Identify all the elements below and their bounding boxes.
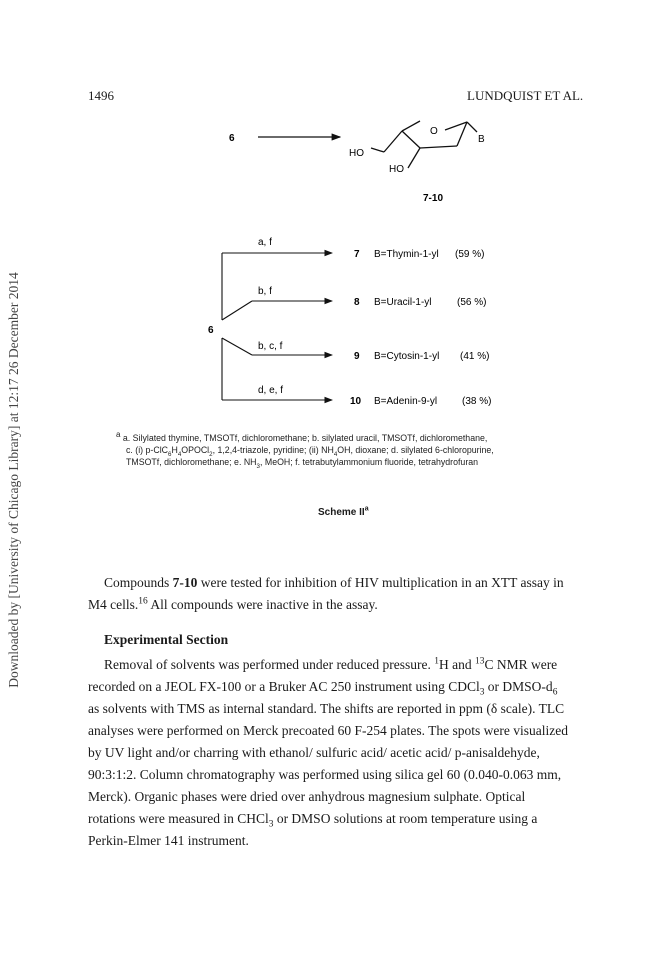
text-run: C NMR were [484,657,558,672]
footnote-text: TMSOTf, dichloromethane; e. NH [126,457,257,467]
reaction-scheme [0,0,672,430]
product-base: B=Thymin-1-yl [374,249,439,260]
text-run: 90:3:1:2. Column chromatography was performed using silica gel 60 (0.040-0.063 mm, [88,767,562,782]
ring-structure [371,121,477,168]
compound-ref: 7-10 [172,575,198,590]
paragraph-line [88,698,584,720]
text-run: H and [439,657,475,672]
footnote-text: , MeOH; f. tetrabutylammonium fluoride, tetrahydrofuran [259,457,479,467]
text-run: as solvents with TMS as internal standard. The shifts are reported in ppm (δ scale). TLC [88,701,565,716]
footnote-sub: 4 [177,450,182,458]
footnote-text: H [171,445,178,455]
superscript: 1 [434,656,439,667]
paragraph-line [88,676,584,698]
paragraph-line [88,764,584,786]
text-run: Removal of solvents was performed under reduced pressure. [104,657,435,672]
text-run: Compounds [104,575,173,590]
conditions-label: a, f [258,237,272,248]
superscript: 13 [475,656,485,667]
conditions-label: b, c, f [258,341,283,352]
paragraph-line [88,830,584,852]
section-heading: Experimental Section [104,632,229,647]
start-compound-label: 6 [229,133,235,144]
product-yield: (59 %) [455,249,485,260]
product-number: 7 [354,249,360,260]
paragraph-line [88,786,584,808]
text-run: Merck). Organic phases were dried over anhydrous magnesium sulphate. Optical [88,789,526,804]
subscript: 3 [479,687,485,698]
footnote-text: c. (i) p-ClC [126,445,169,455]
product-base: B=Cytosin-1-yl [374,351,440,362]
running-title: LUNDQUIST ET AL. [467,88,584,103]
paragraph-line [88,720,584,742]
product-label: 7-10 [423,193,444,204]
hydroxyl-2: HO [389,164,404,175]
footnote-line-3 [116,456,576,468]
footnote-sub: 2 [209,450,213,458]
paragraph-line [88,654,584,676]
text-run: or DMSO solutions at room temperature using a [273,811,538,826]
paragraph-line [88,594,584,616]
text-run: Perkin-Elmer 141 instrument. [88,833,249,848]
product-number: 10 [350,396,362,407]
footnote-line-2 [116,444,576,456]
text-run: All compounds were inactive in the assay. [147,597,378,612]
text-run: were tested for inhibition of HIV multiplication in an XTT assay in [197,575,564,590]
text-run: or DMSO-d [484,679,553,694]
branch-origin-label: 6 [208,325,214,336]
citation-sup: 16 [138,596,148,607]
scheme-title-sup: a [364,505,369,513]
conditions-label: d, e, f [258,385,284,396]
scheme-title-text: Scheme II [318,507,365,518]
product-yield: (41 %) [460,351,490,362]
product-base: B=Adenin-9-yl [374,396,438,407]
paragraph-line [88,742,584,764]
subscript: 6 [552,687,558,698]
scheme-title [318,507,369,518]
footnote-marker: a [116,430,121,440]
branch-lines [222,253,332,400]
ring-oxygen: O [430,126,438,137]
footnote-sub: 4 [333,450,338,458]
product-number: 8 [354,297,360,308]
paragraph-experimental [88,654,584,852]
page-number: 1496 [88,88,114,103]
paragraph-results [88,572,584,616]
scheme-footnote [116,432,576,468]
text-run: analyses were performed on Merck precoated 60 F-254 plates. The spots were visualized [88,723,568,738]
text-run: recorded on a JEOL FX-100 or a Bruker AC 250 instrument using CDCl [88,679,480,694]
product-base: B=Uracil-1-yl [374,297,432,308]
conditions-label: b, f [258,286,272,297]
base-label: B [478,134,485,145]
product-yield: (38 %) [462,396,492,407]
footnote-sub: 3 [256,462,260,470]
product-yield: (56 %) [457,297,487,308]
footnote-text: OPOCl [181,445,210,455]
hydroxyl-1: HO [349,148,364,159]
subscript: 3 [268,819,274,830]
text-run: by UV light and/or charring with ethanol/ sulfuric acid/ acetic acid/ p-anisaldehyde, [88,745,540,760]
product-number: 9 [354,351,360,362]
footnote-text: OH, dioxane; d. silylated 6-chloropurine, [337,445,494,455]
footnote-text: , 1,2,4-triazole, pyridine; (ii) NH [212,445,334,455]
download-watermark-text: Downloaded by [University of Chicago Library] at 12:17 26 December 2014 [6,272,21,688]
paragraph-line [88,572,584,594]
paragraph-line [88,808,584,830]
footnote-sub: 6 [168,450,172,458]
footnote-line-1 [116,432,576,444]
text-run: M4 cells. [88,597,139,612]
text-run: rotations were measured in CHCl [88,811,269,826]
footnote-text: a. Silylated thymine, TMSOTf, dichloromethane; b. silylated uracil, TMSOTf, dichloromethane, [122,433,488,443]
